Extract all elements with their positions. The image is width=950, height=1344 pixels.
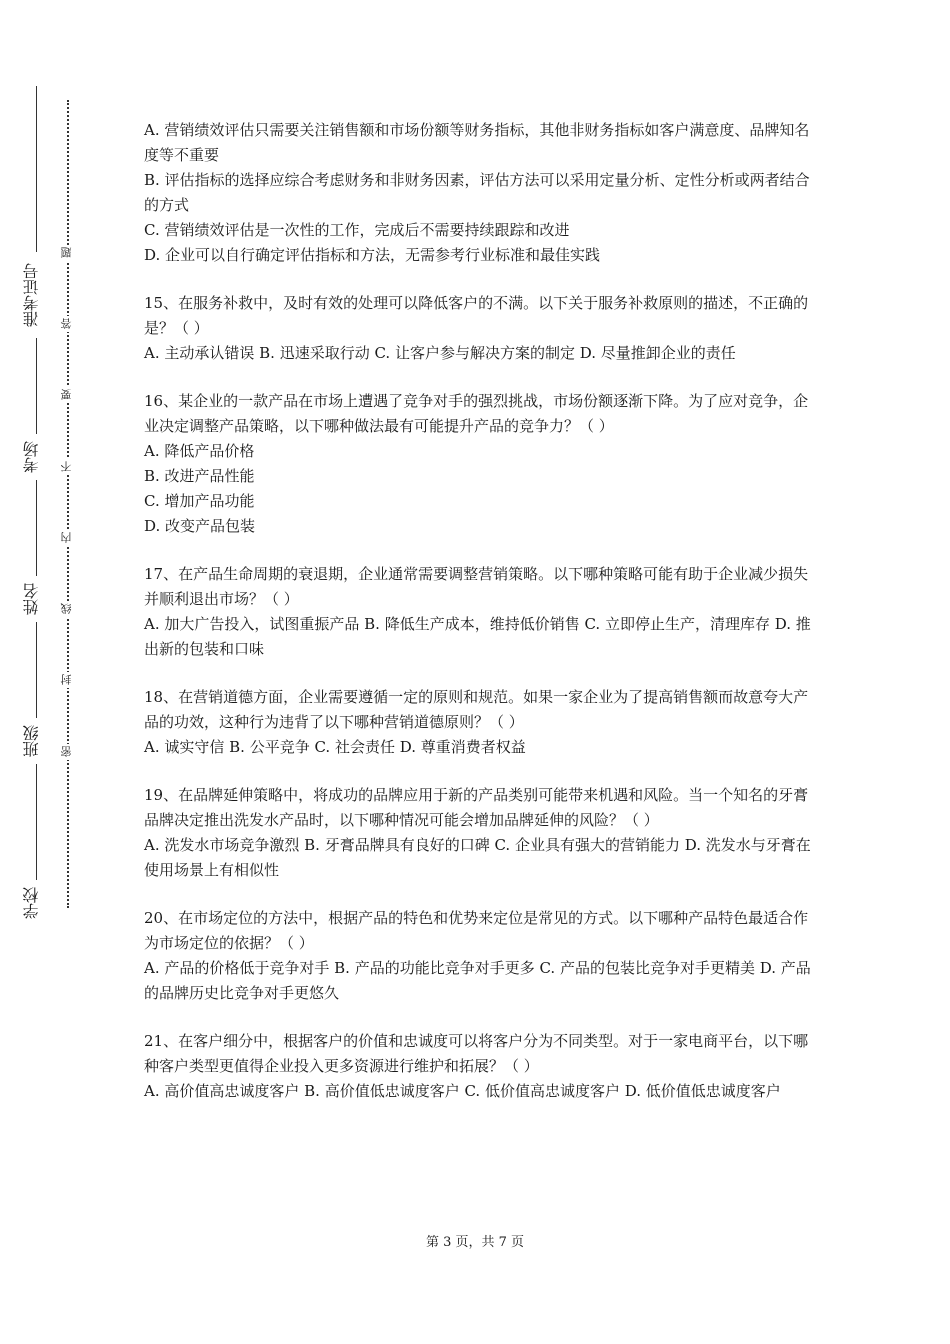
- option: A. 降低产品价格: [144, 442, 255, 460]
- seal-char-feng: 封: [59, 672, 75, 688]
- option: A. 洗发水市场竞争激烈 B. 牙膏品牌具有良好的口碑 C. 企业具有强大的营销能力 D. 洗发水与牙膏在使用场景上有相似性: [144, 836, 811, 879]
- option: A. 加大广告投入，试图重振产品 B. 降低生产成本，维持低价销售 C. 立即停止生产，清理库存 D. 推出新的包装和口味: [144, 615, 811, 658]
- school-label: 学校: [22, 887, 41, 919]
- exam-id-label: 准考证号: [22, 263, 41, 327]
- class-label: 班级: [22, 725, 41, 757]
- option: B. 评估指标的选择应综合考虑财务和非财务因素，评估方法可以采用定量分析、定性分析或两者结合的方式: [144, 171, 810, 214]
- question-stem: 15、在服务补救中，及时有效的处理可以降低客户的不满。以下关于服务补救原则的描述，不正确的是？（ ）: [144, 294, 809, 337]
- seal-char-mi: 密: [59, 744, 75, 760]
- seal-char-ti: 题: [59, 245, 75, 261]
- binding-margin: [0, 0, 90, 1344]
- seal-char-nei: 内: [59, 530, 75, 546]
- seal-dotted-line: [67, 100, 69, 908]
- question-stem: 18、在营销道德方面，企业需要遵循一定的原则和规范。如果一家企业为了提高销售额而故意夸大产品的功效，这种行为违背了以下哪种营销道德原则？（ ）: [144, 688, 809, 731]
- option: C. 增加产品功能: [144, 492, 255, 510]
- option: A. 产品的价格低于竞争对手 B. 产品的功能比竞争对手更多 C. 产品的包装比竞争对手更精美 D. 产品的品牌历史比竞争对手更悠久: [144, 959, 811, 1002]
- question-19: [144, 783, 812, 883]
- question-15: [144, 291, 812, 366]
- exam-room-blank: [36, 338, 37, 434]
- page-number: 第 3 页，共 7 页: [425, 1235, 525, 1250]
- option: B. 改进产品性能: [144, 467, 255, 485]
- question-16: [144, 389, 812, 539]
- seal-char-xian: 线: [59, 601, 75, 617]
- question-stem: 19、在品牌延伸策略中，将成功的品牌应用于新的产品类别可能带来机遇和风险。当一个知名的牙膏品牌决定推出洗发水产品时，以下哪种情况可能会增加品牌延伸的风险？（ ）: [144, 786, 809, 829]
- option: C. 营销绩效评估是一次性的工作，完成后不需要持续跟踪和改进: [144, 221, 570, 239]
- question-stem: 17、在产品生命周期的衰退期，企业通常需要调整营销策略。以下哪种策略可能有助于企业减少损失并顺利退出市场？（ ）: [144, 565, 809, 608]
- question-14-options: [144, 118, 812, 268]
- option: D. 改变产品包装: [144, 517, 256, 535]
- school-blank: [36, 764, 37, 880]
- exam-content: [144, 118, 812, 1104]
- option: D. 企业可以自行确定评估指标和方法，无需参考行业标准和最佳实践: [144, 246, 601, 264]
- seal-char-yao: 要: [59, 387, 75, 403]
- question-17: [144, 562, 812, 662]
- option: A. 主动承认错误 B. 迅速采取行动 C. 让客户参与解决方案的制定 D. 尽量推卸企业的责任: [144, 344, 736, 362]
- question-18: [144, 685, 812, 760]
- question-stem: 16、某企业的一款产品在市场上遭遇了竞争对手的强烈挑战，市场份额逐渐下降。为了应对竞争，企业决定调整产品策略，以下哪种做法最有可能提升产品的竞争力？（ ）: [144, 392, 809, 435]
- name-blank: [36, 480, 37, 576]
- exam-room-label: 考场: [22, 441, 41, 473]
- option: A. 高价值高忠诚度客户 B. 高价值低忠诚度客户 C. 低价值高忠诚度客户 D. 低价值低忠诚度客户: [144, 1082, 781, 1100]
- option: A. 诚实守信 B. 公平竞争 C. 社会责任 D. 尊重消费者权益: [144, 738, 526, 756]
- seal-char-da: 答: [59, 316, 75, 332]
- exam-id-blank: [36, 86, 37, 252]
- question-20: [144, 906, 812, 1006]
- name-label: 姓名: [22, 583, 41, 615]
- option: A. 营销绩效评估只需要关注销售额和市场份额等财务指标，其他非财务指标如客户满意度、品牌知名度等不重要: [144, 121, 810, 164]
- question-stem: 20、在市场定位的方法中，根据产品的特色和优势来定位是常见的方式。以下哪种产品特色最适合作为市场定位的依据？（ ）: [144, 909, 809, 952]
- seal-char-bu: 不: [59, 459, 75, 475]
- class-blank: [36, 622, 37, 718]
- question-stem: 21、在客户细分中，根据客户的价值和忠诚度可以将客户分为不同类型。对于一家电商平台，以下哪种客户类型更值得企业投入更多资源进行维护和拓展？（ ）: [144, 1032, 809, 1075]
- question-21: [144, 1029, 812, 1104]
